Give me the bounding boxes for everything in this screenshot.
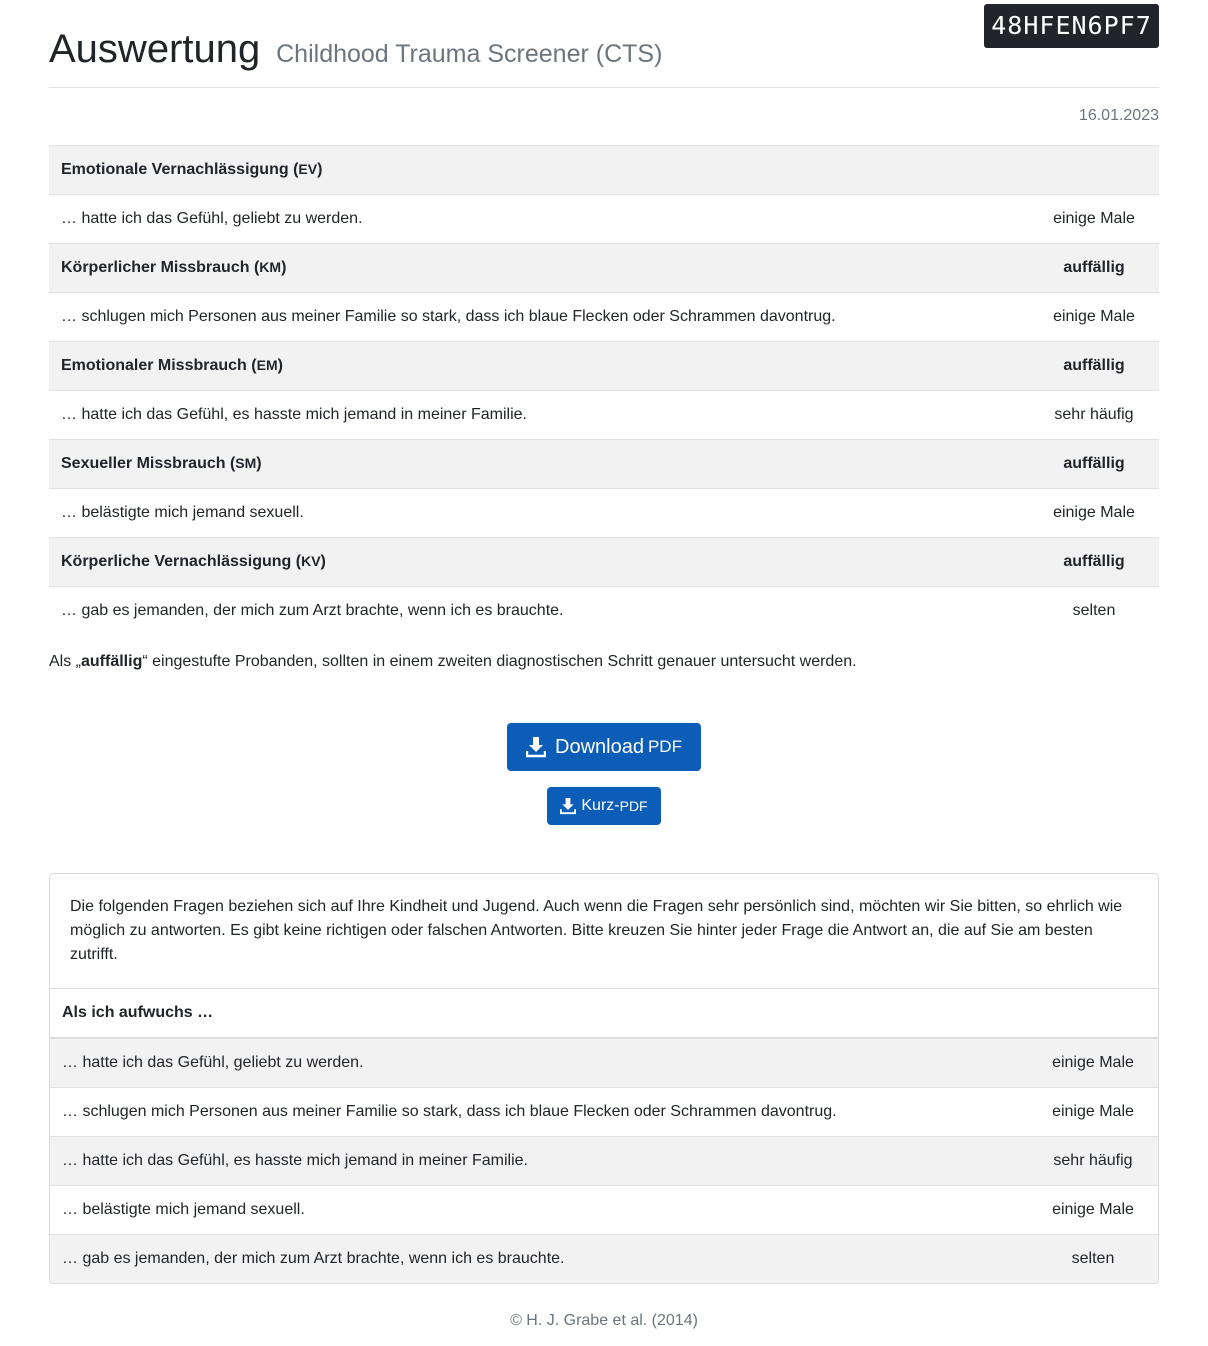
short-pdf-button[interactable] [547, 787, 661, 825]
scale-item-question: … schlugen mich Personen aus meiner Familie so stark, dass ich blaue Flecken oder Schrammen davontrug. [49, 293, 1029, 342]
answers-table [50, 1039, 1158, 1283]
answer-row [50, 1039, 1158, 1088]
scale-name-text: Sexueller Missbrauch [61, 455, 226, 472]
note-suffix: “ eingestufte Probanden, sollten in einem zweiten diagnostischen Schritt genauer untersucht werden. [142, 653, 857, 670]
scale-item-question: … belästigte mich jemand sexuell. [49, 489, 1029, 538]
scale-abbr: EM [256, 357, 278, 373]
scale-name: Körperlicher Missbrauch (KM) [49, 244, 1029, 293]
note-prefix: Als „ [49, 653, 81, 670]
answer-row [50, 1235, 1158, 1284]
scale-status: auffällig [1029, 244, 1159, 293]
result-date: 16.01.2023 [1078, 107, 1159, 124]
scale-item-question: … gab es jemanden, der mich zum Arzt brachte, wenn ich es brauchte. [49, 587, 1029, 636]
page-subtitle [276, 40, 662, 68]
scale-abbr: EV [298, 161, 318, 177]
scale-status: auffällig [1029, 440, 1159, 489]
scale-item-row [49, 293, 1159, 342]
scale-row [49, 440, 1159, 489]
scale-status: auffällig [1029, 342, 1159, 391]
scale-item-row [49, 489, 1159, 538]
scale-abbr: KV [301, 553, 321, 569]
answer-value: einige Male [1028, 1088, 1158, 1137]
scale-row [49, 342, 1159, 391]
short-pdf-suffix: PDF [619, 798, 648, 814]
answer-question: … schlugen mich Personen aus meiner Familie so stark, dass ich blaue Flecken oder Schrammen davontrug. [50, 1088, 1028, 1137]
scale-item-row [49, 195, 1159, 244]
scale-item-row [49, 587, 1159, 636]
page-title-main: Auswertung [49, 27, 261, 71]
scale-name-text: Körperliche Vernachlässigung [61, 553, 292, 570]
questionnaire-intro: Die folgenden Fragen beziehen sich auf Ihre Kindheit und Jugend. Auch wenn die Fragen sehr persönlich sind, möchten wir Sie bitten, so ehrlich wie möglich zu antworten. Es gibt keine richtigen oder falschen Antworten. Bitte kreuzen Sie hinter jeder Frage die Antwort an, die auf Sie am besten zutrifft. [50, 874, 1158, 989]
results-table [49, 145, 1159, 635]
short-pdf-label: Kurz- [581, 797, 620, 814]
answer-question: … hatte ich das Gefühl, es hasste mich jemand in meiner Familie. [50, 1137, 1028, 1186]
answer-question: … hatte ich das Gefühl, geliebt zu werden. [50, 1039, 1028, 1088]
scale-name-text: Emotionale Vernachlässigung [61, 161, 289, 178]
download-pdf-button[interactable] [507, 723, 701, 771]
page-subtitle-abbr: (CTS) [595, 40, 663, 68]
scale-name-text: Körperlicher Missbrauch [61, 259, 250, 276]
scale-item-answer: einige Male [1029, 195, 1159, 244]
download-icon [526, 736, 546, 758]
scale-name: Emotionale Vernachlässigung (EV) [49, 146, 1029, 195]
scale-item-question: … hatte ich das Gefühl, geliebt zu werden. [49, 195, 1029, 244]
download-icon [560, 797, 576, 815]
scale-status [1029, 146, 1159, 195]
scale-item-answer: einige Male [1029, 489, 1159, 538]
answer-question: … gab es jemanden, der mich zum Arzt brachte, wenn ich es brauchte. [50, 1235, 1028, 1284]
questionnaire-card [49, 873, 1159, 1284]
page-subtitle-text: Childhood Trauma Screener [276, 40, 589, 68]
answer-value: einige Male [1028, 1186, 1158, 1235]
copyright-footer: © H. J. Grabe et al. (2014) [510, 1312, 698, 1329]
download-pdf-suffix: PDF [647, 737, 682, 756]
scale-item-answer: sehr häufig [1029, 391, 1159, 440]
answer-question: … belästigte mich jemand sexuell. [50, 1186, 1028, 1235]
note-strong: auffällig [81, 653, 143, 670]
scale-name: Körperliche Vernachlässigung (KV) [49, 538, 1029, 587]
answer-row [50, 1137, 1158, 1186]
answer-value: sehr häufig [1028, 1137, 1158, 1186]
scale-item-row [49, 391, 1159, 440]
page-container [49, 0, 1159, 1330]
scale-row [49, 244, 1159, 293]
scale-status: auffällig [1029, 538, 1159, 587]
answer-row [50, 1186, 1158, 1235]
scale-name: Sexueller Missbrauch (SM) [49, 440, 1029, 489]
scale-row [49, 146, 1159, 195]
scale-row [49, 538, 1159, 587]
questionnaire-heading: Als ich aufwuchs … [50, 989, 1158, 1039]
scale-abbr: KM [259, 259, 282, 275]
scale-item-answer: einige Male [1029, 293, 1159, 342]
answer-value: einige Male [1028, 1039, 1158, 1088]
scale-name-text: Emotionaler Missbrauch [61, 357, 247, 374]
result-code-badge: 48HFEN6PF7 [984, 4, 1159, 48]
scale-abbr: SM [235, 455, 257, 471]
answer-row [50, 1088, 1158, 1137]
scale-item-question: … hatte ich das Gefühl, es hasste mich jemand in meiner Familie. [49, 391, 1029, 440]
scale-item-answer: selten [1029, 587, 1159, 636]
download-buttons [49, 723, 1159, 825]
answer-value: selten [1028, 1235, 1158, 1284]
scale-name: Emotionaler Missbrauch (EM) [49, 342, 1029, 391]
interpretation-note [49, 652, 1159, 672]
download-pdf-label: Download [555, 735, 644, 758]
